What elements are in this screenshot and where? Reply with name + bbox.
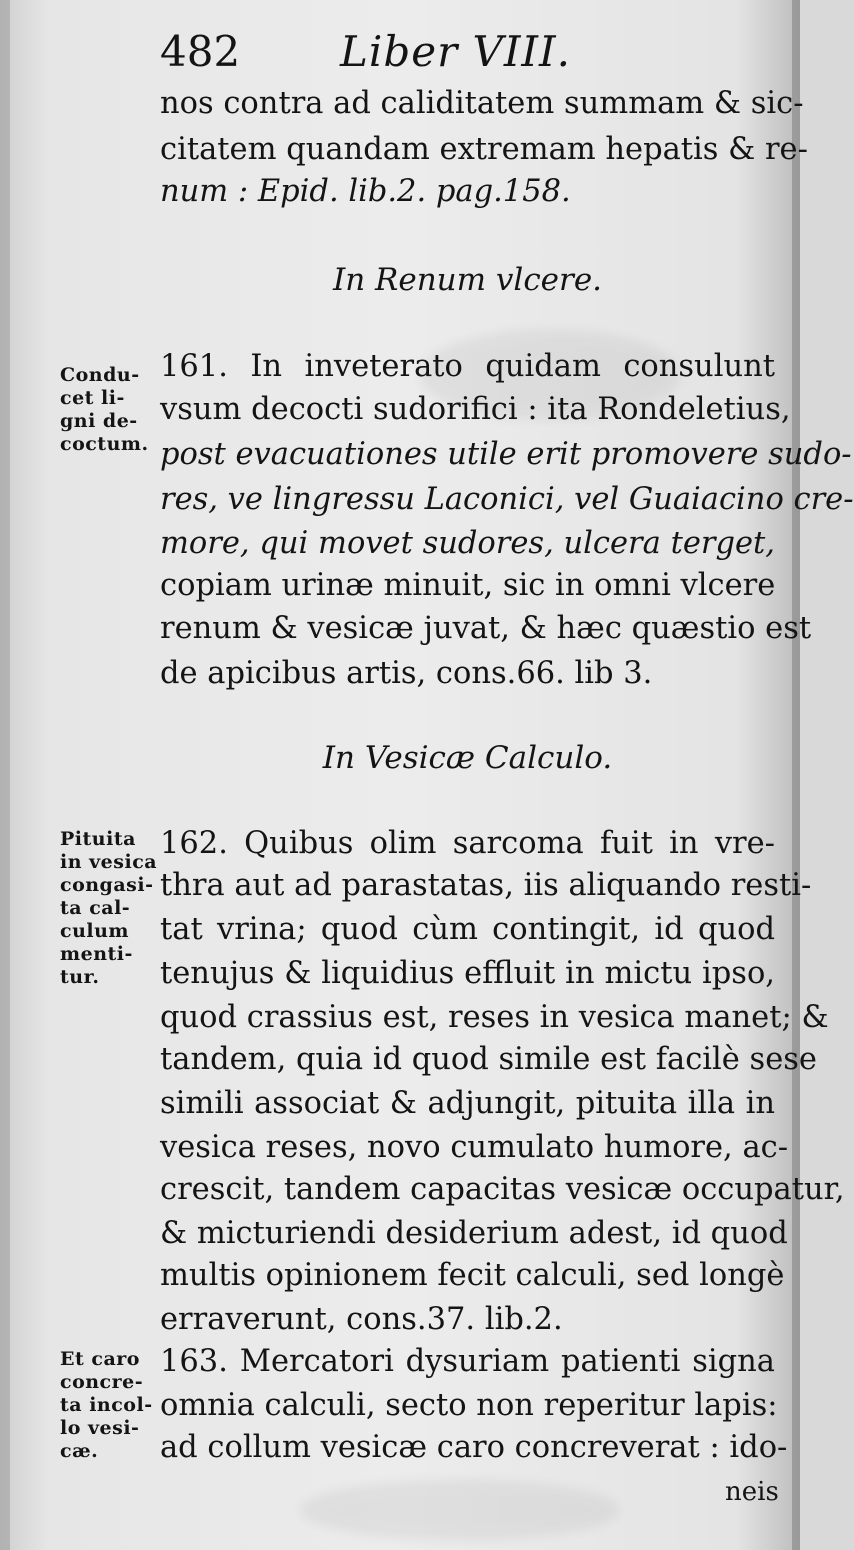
text-line: erraverunt, cons.37. lib.2. xyxy=(160,1302,563,1337)
page-gutter-shadow xyxy=(0,0,10,1550)
text-line: thra aut ad parastatas, iis aliquando resti- xyxy=(160,868,812,903)
text-line: 163. Mercatori dysuriam patienti signa xyxy=(160,1344,775,1379)
text-line: post evacuationes utile erit promovere sudo- xyxy=(160,437,852,472)
margin-note-line: Condu- xyxy=(60,364,140,386)
text-line: tandem, quia id quod simile est facilè sese xyxy=(160,1042,817,1077)
margin-note-line: in vesica xyxy=(60,851,158,873)
margin-note-line: coctum. xyxy=(60,433,149,455)
margin-note xyxy=(60,828,160,989)
margin-note-line: congasi- xyxy=(60,874,154,896)
text-line: & micturiendi desiderium adest, id quod xyxy=(160,1216,788,1251)
margin-note-line: gni de- xyxy=(60,410,138,432)
section-heading: In Renum vlcere. xyxy=(332,262,603,298)
margin-note xyxy=(60,1348,160,1463)
text-line: nos contra ad caliditatem summam & sic- xyxy=(160,86,804,121)
text-line: num : Epid. lib.2. pag.158. xyxy=(160,174,571,209)
margin-note xyxy=(60,364,160,456)
catchword: neis xyxy=(725,1477,779,1507)
margin-note-line: Pituita xyxy=(60,828,136,850)
text-line: multis opinionem fecit calculi, sed longè xyxy=(160,1258,785,1293)
text-line: renum & vesicæ juvat, & hæc quæstio est xyxy=(160,611,812,646)
bleed-through-smudge xyxy=(300,1480,620,1540)
margin-note-line: ta incol- xyxy=(60,1394,153,1416)
margin-note-line: cet li- xyxy=(60,387,125,409)
text-line: de apicibus artis, cons.66. lib 3. xyxy=(160,656,653,691)
margin-note-line: menti- xyxy=(60,943,133,965)
margin-note-line: cæ. xyxy=(60,1440,99,1462)
page-edge-shadow xyxy=(792,0,800,1550)
text-line: omnia calculi, secto non reperitur lapis: xyxy=(160,1388,778,1423)
text-line: vesica reses, novo cumulato humore, ac- xyxy=(160,1130,789,1165)
text-line: simili associat & adjungit, pituita illa in xyxy=(160,1086,775,1121)
text-line: crescit, tandem capacitas vesicæ occupatur, xyxy=(160,1172,845,1207)
page-number: 482 xyxy=(160,27,241,76)
text-line: res, ve lingressu Laconici, vel Guaiacino cre- xyxy=(160,482,854,517)
text-line: 161. In inveterato quidam consulunt xyxy=(160,349,775,384)
running-title: Liber VIII. xyxy=(340,27,571,76)
text-line: 162. Quibus olim sarcoma fuit in vre- xyxy=(160,826,775,861)
running-head xyxy=(160,22,760,82)
text-line: tat vrina; quod cùm contingit, id quod xyxy=(160,912,775,947)
text-line: vsum decocti sudorifici : ita Rondeletius, xyxy=(160,392,791,427)
margin-note-line: concre- xyxy=(60,1371,144,1393)
text-line: more, qui movet sudores, ulcera terget, xyxy=(160,526,775,561)
margin-note-line: ta cal- xyxy=(60,897,131,919)
section-heading: In Vesicæ Calculo. xyxy=(322,740,613,776)
margin-note-line: lo vesi- xyxy=(60,1417,140,1439)
text-line: tenujus & liquidius effluit in mictu ipso, xyxy=(160,956,775,991)
margin-note-line: Et caro xyxy=(60,1348,140,1370)
margin-note-line: tur. xyxy=(60,966,100,988)
text-line: ad collum vesicæ caro concreverat : ido- xyxy=(160,1430,788,1465)
text-line: quod crassius est, reses in vesica manet; & xyxy=(160,1000,829,1035)
margin-note-line: culum xyxy=(60,920,130,942)
text-line: citatem quandam extremam hepatis & re- xyxy=(160,132,808,167)
text-line: copiam urinæ minuit, sic in omni vlcere xyxy=(160,568,776,603)
